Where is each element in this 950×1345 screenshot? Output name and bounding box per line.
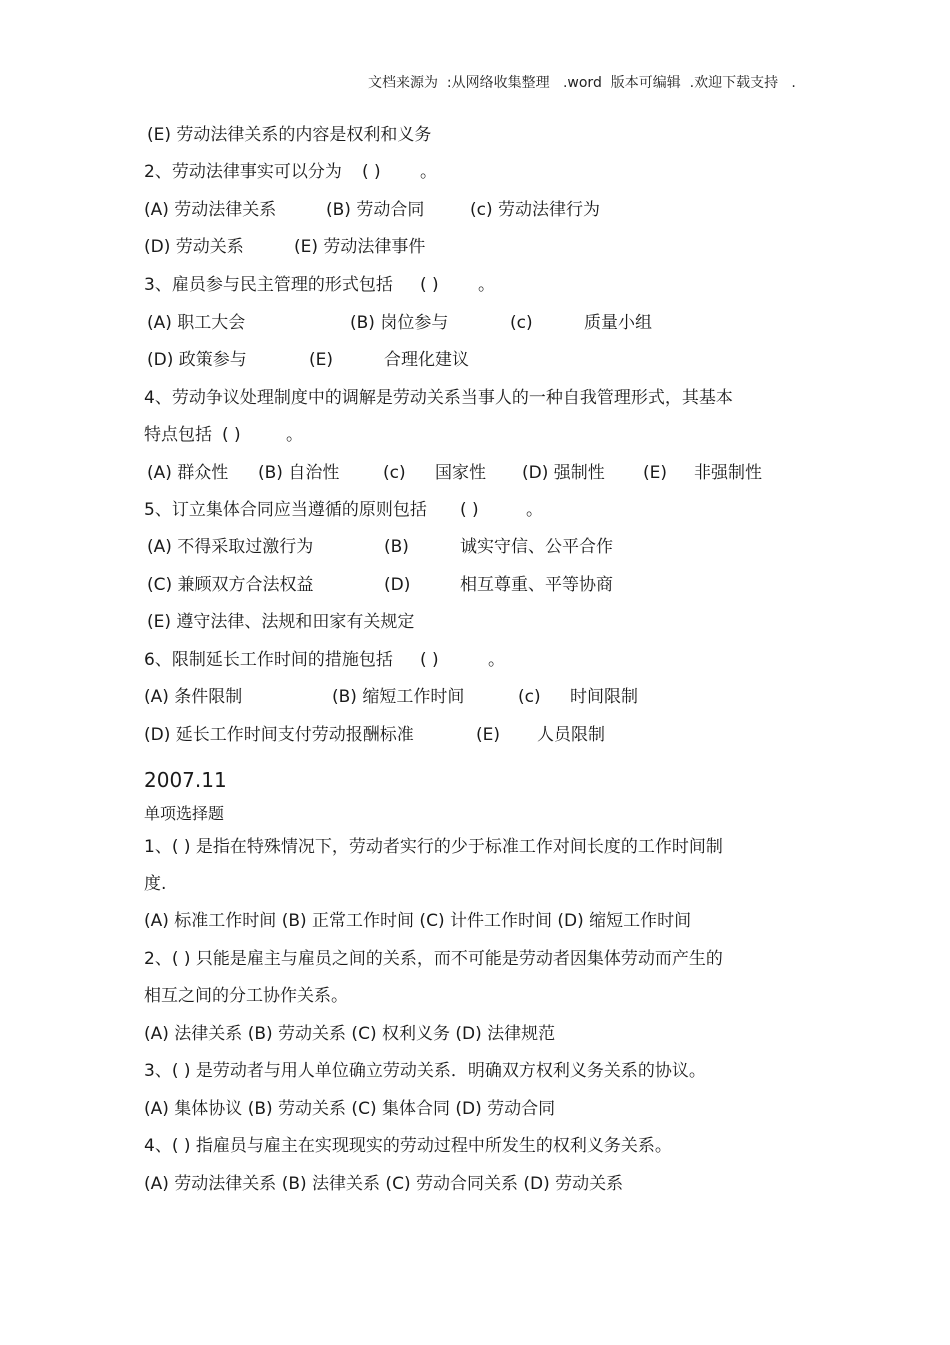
- answer-blank: ( ): [420, 275, 439, 295]
- option-b: (B) 自治性: [258, 463, 340, 483]
- option-c-label: (c): [383, 463, 406, 483]
- question-stem: 6、限制延长工作时间的措施包括: [144, 650, 393, 670]
- option-c: (C) 兼顾双方合法权益: [147, 575, 314, 595]
- option-c: (c) 劳动法律行为: [470, 200, 601, 220]
- question-3-line-1: 3、( ) 是劳动者与用人单位确立劳动关系．明确双方权利义务关系的协议。: [144, 1061, 706, 1081]
- question-3-options: (A) 集体协议 (B) 劳动关系 (C) 集体合同 (D) 劳动合同: [144, 1099, 556, 1119]
- option-d: (D) 政策参与: [147, 350, 247, 370]
- section-title: 单项选择题: [144, 804, 225, 823]
- option-e-text: 非强制性: [694, 463, 762, 483]
- question-stem: 3、雇员参与民主管理的形式包括: [144, 275, 393, 295]
- option-b: (B) 劳动合同: [326, 200, 425, 220]
- option-b-label: (B): [384, 537, 409, 557]
- option-d: (D) 劳动关系: [144, 237, 244, 257]
- option-c-text: 时间限制: [570, 687, 638, 707]
- question-1-line-1: 1、( ) 是指在特殊情况下，劳动者实行的少于标准工作对间长度的工作时间制: [144, 837, 723, 857]
- period: 。: [420, 162, 437, 182]
- option-d: (D) 延长工作时间支付劳动报酬标准: [144, 725, 414, 745]
- answer-blank: ( ): [420, 650, 439, 670]
- option-a: (A) 条件限制: [144, 687, 243, 707]
- option-b-text: 诚实守信、公平合作: [460, 537, 613, 557]
- period: 。: [526, 500, 543, 520]
- option-d-label: (D): [384, 575, 411, 595]
- option-d: (D) 强制性: [522, 463, 605, 483]
- question-stem: 特点包括: [144, 425, 212, 445]
- answer-blank: ( ): [222, 425, 241, 445]
- page-header: 文档来源为 :从网络收集整理 .word 版本可编辑 .欢迎下载支持 .: [368, 75, 796, 91]
- exam-year-heading: 2007.11: [144, 768, 227, 792]
- question-1-line-2: 度.: [144, 874, 167, 894]
- option-e: (E) 劳动法律事件: [294, 237, 426, 257]
- option-a: (A) 群众性: [147, 463, 229, 483]
- question-stem: 5、订立集体合同应当遵循的原则包括: [144, 500, 427, 520]
- question-2-line-1: 2、( ) 只能是雇主与雇员之间的关系，而不可能是劳动者因集体劳动而产生的: [144, 949, 723, 969]
- question-1-options: (A) 标准工作时间 (B) 正常工作时间 (C) 计件工作时间 (D) 缩短工作时间: [144, 911, 692, 931]
- option-e-text: 合理化建议: [384, 350, 469, 370]
- option-c-label: (c): [510, 313, 533, 333]
- answer-blank: ( ): [460, 500, 479, 520]
- question-5-option-e: (E) 遵守法律、法规和田家有关规定: [147, 612, 415, 632]
- question-4-line-1: 4、( ) 指雇员与雇主在实现现实的劳动过程中所发生的权利义务关系。: [144, 1136, 672, 1156]
- option-e-label: (E): [643, 463, 668, 483]
- option-c-label: (c): [518, 687, 541, 707]
- option-c-text: 国家性: [435, 463, 486, 483]
- period: 。: [286, 425, 303, 445]
- option-e-label: (E): [309, 350, 334, 370]
- question-2-options: (A) 法律关系 (B) 劳动关系 (C) 权利义务 (D) 法律规范: [144, 1024, 556, 1044]
- question-stem: 2、劳动法律事实可以分为: [144, 162, 342, 182]
- option-d-text: 相互尊重、平等协商: [460, 575, 613, 595]
- option-e-label: (E): [476, 725, 501, 745]
- option-e-line: (E) 劳动法律关系的内容是权利和义务: [147, 125, 432, 145]
- question-4-line-1: 4、劳动争议处理制度中的调解是劳动关系当事人的一种自我管理形式，其基本: [144, 388, 733, 408]
- option-a: (A) 职工大会: [147, 313, 246, 333]
- answer-blank: ( ): [362, 162, 381, 182]
- option-c-text: 质量小组: [584, 313, 652, 333]
- question-4-options: (A) 劳动法律关系 (B) 法律关系 (C) 劳动合同关系 (D) 劳动关系: [144, 1174, 624, 1194]
- option-a: (A) 劳动法律关系: [144, 200, 277, 220]
- option-e-text: 人员限制: [537, 725, 605, 745]
- option-b: (B) 岗位参与: [350, 313, 449, 333]
- option-b: (B) 缩短工作时间: [332, 687, 465, 707]
- option-a: (A) 不得采取过激行为: [147, 537, 314, 557]
- period: 。: [488, 650, 505, 670]
- question-2-line-2: 相互之间的分工协作关系。: [144, 986, 348, 1006]
- period: 。: [478, 275, 495, 295]
